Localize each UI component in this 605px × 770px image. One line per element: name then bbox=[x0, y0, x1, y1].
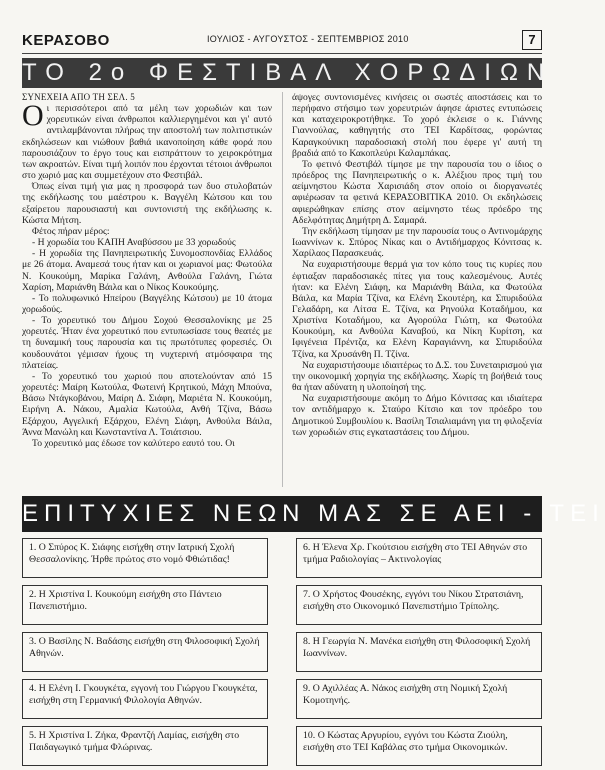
paragraph: Οι περισσότεροι από τα μέλη των χορωδιών και των χορευτικών είναι άνθρωποι καλλιεργημένοι και γι' αυτό αντιλαμβάνονται πλήρως την αποστολή των πολιτιστικών εκδηλώσεων και νιώθουν βαθιά ικανοποίηση κάθε φορά που παρουσιάζουν το έργο τους και εισπράττουν το χειροκρότημα των ακροατών. Είναι τιμή λοιπόν που έρχονται τέτοιοι άνθρωποι στο χωριό μας και συμμετέχουν στο Φεστιβάλ. bbox=[22, 99, 272, 182]
paragraph: Να ευχαριστήσουμε θερμά για τον κόπο τους τις κυρίες που έφτιαξαν παραδοσιακές πίτες για τους καλεσμένους. Αυτές ήταν: κα Ελένη Σιάφη, κα Μαριάνθη Βάιλα, κα Φωτούλα Βάιλα, κα Μαρία Τζίνα, κα Ελένη Σκουτέρη, κα Σπυριδούλα Γελαδάρη, κα Λίτσα Ε. Τζίνα, κα Ρηνούλα Κοταδήμου, κα Χριστίνα Κοταδήμου, κα Αγορούλα Γιώτη, κα Φωτούλα Κουκούμη, κα Ανθούλα Καναβού, κα Νίκη Κυρίτση, κα Ιφιγένεια Πρέντζα, κα Ελένη Καραγιάννη, κα Σπυριδούλα Τζίνα, κα Χρυσάνθη Π. Τζίνα. bbox=[292, 259, 542, 360]
paragraph: - Η χορωδία του ΚΑΠΗ Αναβύσσου με 33 χορωδούς bbox=[32, 237, 236, 249]
paragraph: Να ευχαριστήσουμε ιδιαιτέρως το Δ.Σ. του Συνεταιρισμού για την οικονομική χορηγία της εκδήλωσης. Χωρίς τη βοήθειά τους θα ήταν αδύνατη η υλοποίησή της. bbox=[292, 359, 542, 394]
right-column bbox=[292, 92, 542, 487]
page-number: 7 bbox=[522, 30, 542, 50]
paragraph: - Το χορευτικό του Δήμου Σοχού Θεσσαλονίκης με 25 χορευτές. Ήταν ένα χορευτικό που εντυπωσίασε τους θεατές με τη δυναμική τους παρουσία και τις πρωτότυπες φορεσιές. Οι κουδουνάτοι γέμισαν ήχους τη νυχτερινή ατμόσφαιρα της πλατείας. bbox=[22, 315, 272, 371]
column-divider bbox=[282, 92, 283, 487]
paragraph: Το χορευτικό μας έδωσε τον καλύτερο εαυτό του. Οι bbox=[32, 437, 235, 449]
success-item: 3. Ο Βασίλης Ν. Βαδάσης εισήχθη στη Φιλοσοφική Σχολή Αθηνών. bbox=[22, 632, 268, 672]
article-title: ΤΟ 2ο ΦΕΣΤΙΒΑΛ ΧΟΡΩΔΙΩΝ bbox=[22, 59, 554, 86]
drop-cap: Ο bbox=[22, 99, 44, 133]
paragraph: Να ευχαριστήσουμε ακόμη το Δήμο Κόνιτσας και ιδιαίτερα τον αντιδήμαρχο κ. Σταύρο Κίτσιο και τον πρόεδρο του Δημοτικού Συμβουλίου κ. Βασίλη Τσιαλιαμάνη για τη φιλοξενία των χορωδιών στις εγκαταστάσεις του Δήμου. bbox=[292, 393, 542, 438]
success-item: 9. Ο Αχιλλέας Α. Νάκος εισήχθη στη Νομική Σχολή Κομοτηνής. bbox=[296, 679, 542, 719]
success-item: 8. Η Γεωργία Ν. Μανέκα εισήχθη στη Φιλοσοφική Σχολή Ιωαννίνων. bbox=[296, 632, 542, 672]
page-header bbox=[22, 30, 542, 52]
paragraph: Φέτος πήραν μέρος: bbox=[32, 225, 110, 237]
paragraph: Την εκδήλωση τίμησαν με την παρουσία τους ο Αντινομάρχης Ιωαννίνων κ. Σπύρος Νίκας και ο Αντιδήμαρχος Κόνιτσας κ. Χαρίλαος Παρασκευάς. bbox=[292, 225, 542, 260]
success-item: 5. Η Χριστίνα Ι. Ζήκα, Φραντζή Λαμίας, εισήχθη στο Παιδαγωγικό τμήμα Φλώρινας. bbox=[22, 726, 268, 766]
masthead: ΚΕΡΑΣΟΒΟ bbox=[22, 32, 110, 49]
paragraph: - Το πολυφωνικό Ηπείρου (Βαγγέλης Κώτσου) με 10 άτομα χορωδούς. bbox=[22, 292, 272, 315]
success-item: 6. Η Έλενα Χρ. Γκούτσιου εισήχθη στο ΤΕΙ Αθηνών στο τμήμα Ραδιολογίας – Ακτινολογίας bbox=[296, 538, 542, 578]
paragraph: Το φετινό Φεστιβάλ τίμησε με την παρουσία του ο ίδιος ο πρόεδρος της Πανηπειρωτικής ο κ. Αλέξιου προς τιμή του αείμνηστου Κώστα Χαρισιάδη στον οποίο οι διοργανωτές αφιέρωσαν τα φετινά ΚΕΡΑΣΟΒΙΤΙΚΑ 2010. Οι εκδηλώσεις αφιερώθηκαν επίσης στον αείμνηστο τέως πρόεδρο της Αδελφότητας Δημήτρη Δ. Σαμαρά. bbox=[292, 158, 542, 226]
header-divider bbox=[22, 53, 542, 54]
success-item: 2. Η Χριστίνα Ι. Κουκούμη εισήχθη στο Πάντειο Πανεπιστήμιο. bbox=[22, 585, 268, 625]
success-item: 7. Ο Χρήστος Φουσέκης, εγγόνι του Νίκου Στρατσιάνη, εισήχθη στο Οικονομικό Πανεπιστήμιο Τρίπολης. bbox=[296, 585, 542, 625]
paragraph: - Το χορευτικό του χωριού που αποτελούνταν από 15 χορευτές: Μαίρη Κωτούλα, Φωτεινή Κρητικού, Μάχη Μπούνα, Βάσω Ντάγκοβάνου, Μαίρη Δ. Σιάφη, Μαριέτα Ν. Κουκούμη, Ειρήνη Α. Νάκου, Αμαλία Κωτούλα, Ανθή Τζίνα, Βάσω Εξάρχου, Αγγελική Εξάρχου, Ελένη Σιάφη, Ανθούλα Βάιλα, Άννα Μανώλη και Κωνσταντίνα Λ. Τσιάτσιου. bbox=[22, 370, 272, 438]
issue-date: ΙΟΥΛΙΟΣ - ΑΥΓΟΥΣΤΟΣ - ΣΕΠΤΕΜΒΡΙΟΣ 2010 bbox=[207, 34, 409, 44]
success-item: 10. Ο Κώστας Αργυρίου, εγγόνι του Κώστα Ζιούλη, εισήχθη στο ΤΕΙ Καβάλας στο τμήμα Οικονομικών. bbox=[296, 726, 542, 766]
paragraph: - Η χορωδία της Πανηπειρωτικής Συνομοσπονδίας Ελλάδος με 26 άτομα. Αναμεσά τους ήταν και οι χωριανοί μας: Φωτούλα Ν. Κουκούμη, Μαρίκα Γαλάνη, Ανθούλα Γαλάνη, Γιώτα Χαρίση, Μαριάνθη Βάιλα και ο Νίκος Κουκούμης. bbox=[22, 248, 272, 293]
success-title: ΕΠΙΤΥΧΙΕΣ ΝΕΩΝ ΜΑΣ ΣΕ ΑΕΙ - ΤΕΙ bbox=[22, 496, 542, 532]
success-item: 1. Ο Σπύρος Κ. Σιάφης εισήχθη στην Ιατρική Σχολή Θεσσαλονίκης. Ήρθε πρώτος στο νομό Φθιώτιδας! bbox=[22, 538, 268, 578]
left-column bbox=[22, 92, 272, 487]
paragraph: Όπως είναι τιμή για μας η προσφορά των δυο στυλοβατών της εκδήλωσης του μαέστρου κ. Βαγγέλη Κώτσου και του εξαίρετου παρουσιαστή και συντονιστή της εκδήλωσης κ. Κώστα Μήτση. bbox=[22, 181, 272, 226]
continuation-note: ΣΥΝΕΧΕΙΑ ΑΠΟ ΤΗ ΣΕΛ. 5 bbox=[22, 92, 135, 102]
success-item: 4. Η Ελένη Ι. Γκουγκέτα, εγγονή του Γιώργου Γκουγκέτα, εισήχθη στη Γερμανική Φιλολογία Αθηνών. bbox=[22, 679, 268, 719]
paragraph: άψογες συντονισμένες κινήσεις οι σωστές αποστάσεις και το περήφανο στήσιμο των χορευτριών άφησε άριστες εντυπώσεις και καταχειροκροτήθηκε. Το χορό έκλεισε ο κ. Γιάννης Γιαννούλας, καθηγητής στο ΤΕΙ Καρδίτσας, φορώντας Καραγκούνικη παραδοσιακή στολή που έφερε γι' αυτή τη βραδιά από το Κακοπλεύρι Καλαμπάκας. bbox=[292, 92, 542, 159]
